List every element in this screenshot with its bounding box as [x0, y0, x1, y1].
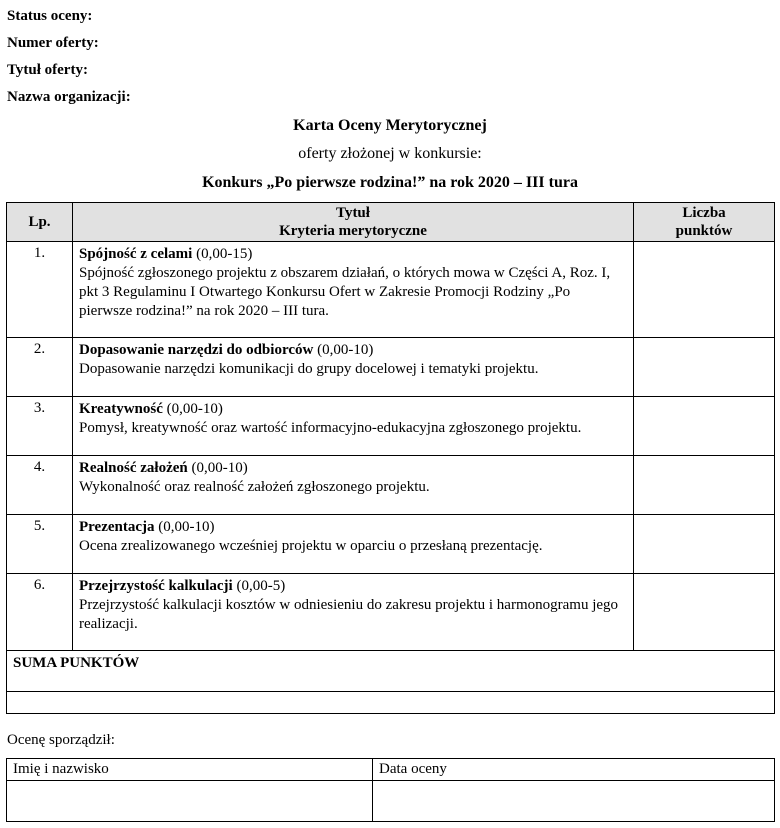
criterion-description: Spójność zgłoszonego projektu z obszarem działań, o których mowa w Części A, Roz. I, pkt 3 Regulaminu I Otwartego Konkursu Ofert w Zakresie Promocji Rodziny „Po pierwsze rodzina!” na rok 2020 – III tura.: [79, 265, 611, 319]
table-header-row: [7, 203, 775, 242]
status-label: Status oceny:: [7, 8, 93, 24]
organization-name-label: Nazwa organizacji:: [7, 89, 131, 105]
sum-value-cell[interactable]: [7, 692, 775, 714]
contest-name: Konkurs „Po pierwsze rodzina!” na rok 2020 – III tura: [202, 174, 578, 191]
sum-value-row: [7, 692, 775, 714]
row-number: 5.: [7, 515, 73, 574]
table-row: [7, 456, 775, 515]
name-field[interactable]: [7, 781, 373, 822]
points-cell[interactable]: [634, 242, 775, 338]
points-cell[interactable]: [634, 515, 775, 574]
criterion-range: (0,00-10): [154, 519, 215, 535]
sum-row: [7, 651, 775, 692]
column-header-lp: Lp.: [7, 203, 73, 242]
sum-label: SUMA PUNKTÓW: [7, 651, 775, 692]
criterion-range: (0,00-10): [162, 401, 223, 417]
criterion-name: Dopasowanie narzędzi do odbiorców: [79, 342, 314, 358]
column-header-points-2: punktów: [675, 223, 733, 239]
points-cell[interactable]: [634, 397, 775, 456]
column-header-title: Tytuł: [336, 205, 370, 221]
criterion-description: Dopasowanie narzędzi komunikacji do grupy docelowej i tematyki projektu.: [79, 361, 539, 377]
criterion-cell: [73, 397, 634, 456]
column-header-criteria: [73, 203, 634, 242]
column-header-points: [634, 203, 775, 242]
signature-table: [6, 758, 775, 822]
signature-header-row: [7, 759, 775, 781]
criterion-description: Przejrzystość kalkulacji kosztów w odniesieniu do zakresu projektu i harmonogramu jego realizacji.: [79, 597, 619, 632]
column-header-criteria-label: Kryteria merytoryczne: [279, 223, 427, 239]
row-number: 2.: [7, 338, 73, 397]
criterion-range: (0,00-15): [192, 246, 253, 262]
row-number: 6.: [7, 574, 73, 651]
criterion-cell: [73, 515, 634, 574]
signature-input-row: [7, 781, 775, 822]
points-cell[interactable]: [634, 338, 775, 397]
row-number: 1.: [7, 242, 73, 338]
criterion-name: Spójność z celami: [79, 246, 193, 262]
criterion-description: Pomysł, kreatywność oraz wartość informacyjno-edukacyjna zgłoszonego projektu.: [79, 420, 582, 436]
offer-number-label: Numer oferty:: [7, 35, 99, 51]
criterion-description: Wykonalność oraz realność założeń zgłoszonego projektu.: [79, 479, 430, 495]
row-number: 4.: [7, 456, 73, 515]
criterion-name: Realność założeń: [79, 460, 188, 476]
table-row: [7, 515, 775, 574]
criterion-name: Prezentacja: [79, 519, 155, 535]
document-title: Karta Oceny Merytorycznej: [293, 117, 487, 134]
points-cell[interactable]: [634, 574, 775, 651]
prepared-by-label: Ocenę sporządził:: [7, 732, 115, 748]
evaluation-table: [6, 202, 775, 714]
criterion-description: Ocena zrealizowanego wcześniej projektu w oparciu o przesłaną prezentację.: [79, 538, 543, 554]
date-field[interactable]: [373, 781, 775, 822]
date-header: Data oceny: [373, 759, 775, 781]
criterion-range: (0,00-10): [187, 460, 248, 476]
row-number: 3.: [7, 397, 73, 456]
table-row: [7, 574, 775, 651]
criterion-range: (0,00-10): [313, 342, 374, 358]
name-header: Imię i nazwisko: [7, 759, 373, 781]
criterion-cell: [73, 338, 634, 397]
criterion-name: Kreatywność: [79, 401, 163, 417]
document-subtitle: oferty złożonej w konkursie:: [298, 145, 482, 162]
criterion-cell: [73, 242, 634, 338]
offer-title-label: Tytuł oferty:: [7, 62, 88, 78]
criterion-cell: [73, 456, 634, 515]
points-cell[interactable]: [634, 456, 775, 515]
table-row: [7, 397, 775, 456]
table-row: [7, 338, 775, 397]
criterion-name: Przejrzystość kalkulacji: [79, 578, 233, 594]
criterion-range: (0,00-5): [232, 578, 286, 594]
column-header-points-1: Liczba: [682, 205, 726, 221]
table-row: [7, 242, 775, 338]
criterion-cell: [73, 574, 634, 651]
